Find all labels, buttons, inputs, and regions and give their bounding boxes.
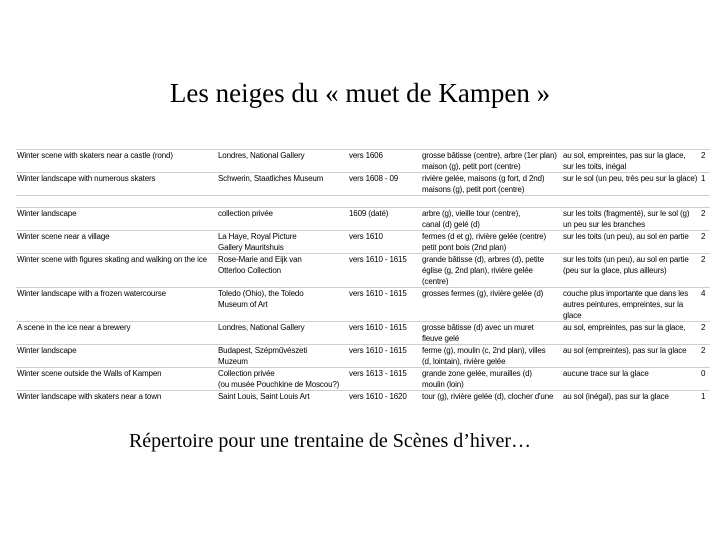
- cell-date: 1609 (daté): [348, 208, 421, 231]
- cell-painting-title: Winter scene with skaters near a castle (rond): [16, 150, 217, 173]
- slide-title: Les neiges du « muet de Kampen »: [169, 78, 551, 108]
- table-row: [16, 368, 710, 391]
- cell-date: vers 1610 - 1620: [348, 391, 421, 403]
- cell-painting-title: Winter scene with figures skating and walking on the ice: [16, 254, 217, 288]
- cell-snow: sur les toits (un peu), au sol en partie: [562, 231, 700, 254]
- cell-count: 2: [700, 254, 710, 288]
- table-row: [16, 196, 710, 208]
- table-row: [16, 391, 710, 403]
- cell-snow: [562, 196, 700, 208]
- cell-painting-title: Winter scene near a village: [16, 231, 217, 254]
- cell-location: Londres, National Gallery: [217, 150, 348, 173]
- cell-date: vers 1613 - 1615: [348, 368, 421, 391]
- cell-painting-title: A scene in the ice near a brewery: [16, 322, 217, 345]
- cell-location: La Haye, Royal Picture Gallery Mauritshuis: [217, 231, 348, 254]
- table-row: [16, 208, 710, 231]
- cell-count: 2: [700, 345, 710, 368]
- cell-count: 2: [700, 150, 710, 173]
- cell-foreground: arbre (g), vieille tour (centre), canal (d) gelé (d): [421, 208, 562, 231]
- cell-location: Toledo (Ohio), the Toledo Museum of Art: [217, 288, 348, 322]
- cell-snow: au sol, empreintes, pas sur la glace, sur les toits, inégal: [562, 150, 700, 173]
- cell-count: [700, 196, 710, 208]
- cell-foreground: fermes (d et g), rivière gelée (centre) petit pont bois (2nd plan): [421, 231, 562, 254]
- cell-painting-title: Winter landscape: [16, 345, 217, 368]
- slide-caption: Répertoire pour une trentaine de Scènes d’hiver…: [128, 430, 532, 452]
- cell-snow: sur les toits (fragmenté), sur le sol (g) un peu sur les branches: [562, 208, 700, 231]
- cell-foreground: grosse bâtisse (centre), arbre (1er plan) maison (g), petit port (centre): [421, 150, 562, 173]
- cell-location: Saint Louis, Saint Louis Art: [217, 391, 348, 403]
- cell-snow: couche plus importante que dans les autres peintures, empreintes, sur la glace: [562, 288, 700, 322]
- cell-count: 1: [700, 391, 710, 403]
- cell-count: 1: [700, 173, 710, 196]
- cell-painting-title: Winter landscape with numerous skaters: [16, 173, 217, 196]
- cell-foreground: ferme (g), moulin (c, 2nd plan), villes (d, lointain), rivière gelée: [421, 345, 562, 368]
- cell-foreground: grosse bâtisse (d) avec un muret fleuve gelé: [421, 322, 562, 345]
- table-row: [16, 150, 710, 173]
- cell-count: 2: [700, 231, 710, 254]
- cell-count: 0: [700, 368, 710, 391]
- cell-location: Collection privée (ou musée Pouchkine de Moscou?): [217, 368, 348, 391]
- cell-foreground: [421, 196, 562, 208]
- cell-foreground: rivière gelée, maisons (g fort, d 2nd) maisons (g), petit port (centre): [421, 173, 562, 196]
- cell-date: vers 1610 - 1615: [348, 254, 421, 288]
- paintings-table-body: [16, 150, 710, 403]
- cell-snow: au sol (inégal), pas sur la glace: [562, 391, 700, 403]
- table-row: [16, 288, 710, 322]
- cell-location: [217, 196, 348, 208]
- cell-snow: au sol, empreintes, pas sur la glace,: [562, 322, 700, 345]
- paintings-table-container: [16, 149, 710, 402]
- cell-date: [348, 196, 421, 208]
- cell-snow: aucune trace sur la glace: [562, 368, 700, 391]
- cell-painting-title: Winter landscape: [16, 208, 217, 231]
- cell-foreground: grande bâtisse (d), arbres (d), petite église (g, 2nd plan), rivière gelée (centre): [421, 254, 562, 288]
- cell-location: collection privée: [217, 208, 348, 231]
- cell-foreground: grosses fermes (g), rivière gelée (d): [421, 288, 562, 322]
- table-row: [16, 231, 710, 254]
- cell-count: 4: [700, 288, 710, 322]
- cell-painting-title: Winter scene outside the Walls of Kampen: [16, 368, 217, 391]
- table-row: [16, 254, 710, 288]
- cell-date: vers 1608 - 09: [348, 173, 421, 196]
- cell-date: vers 1610: [348, 231, 421, 254]
- cell-foreground: grande zone gelée, murailles (d) moulin (loin): [421, 368, 562, 391]
- cell-date: vers 1610 - 1615: [348, 345, 421, 368]
- cell-date: vers 1610 - 1615: [348, 322, 421, 345]
- cell-location: Schwerin, Staatliches Museum: [217, 173, 348, 196]
- table-row: [16, 322, 710, 345]
- cell-painting-title: Winter landscape with skaters near a town: [16, 391, 217, 403]
- cell-snow: sur le sol (un peu, très peu sur la glace): [562, 173, 700, 196]
- cell-location: Londres, National Gallery: [217, 322, 348, 345]
- cell-location: Rose-Marie and Eijk van Otterloo Collection: [217, 254, 348, 288]
- cell-snow: au sol (empreintes), pas sur la glace: [562, 345, 700, 368]
- cell-date: vers 1610 - 1615: [348, 288, 421, 322]
- cell-foreground: tour (g), rivière gelée (d), clocher d'une: [421, 391, 562, 403]
- cell-snow: sur les toits (un peu), au sol en partie (peu sur la glace, plus ailleurs): [562, 254, 700, 288]
- cell-painting-title: [16, 196, 217, 208]
- paintings-table: [16, 149, 710, 402]
- cell-count: 2: [700, 322, 710, 345]
- table-row: [16, 345, 710, 368]
- cell-painting-title: Winter landscape with a frozen watercourse: [16, 288, 217, 322]
- table-row: [16, 173, 710, 196]
- cell-count: 2: [700, 208, 710, 231]
- cell-date: vers 1606: [348, 150, 421, 173]
- cell-location: Budapest, Szépművészeti Muzeum: [217, 345, 348, 368]
